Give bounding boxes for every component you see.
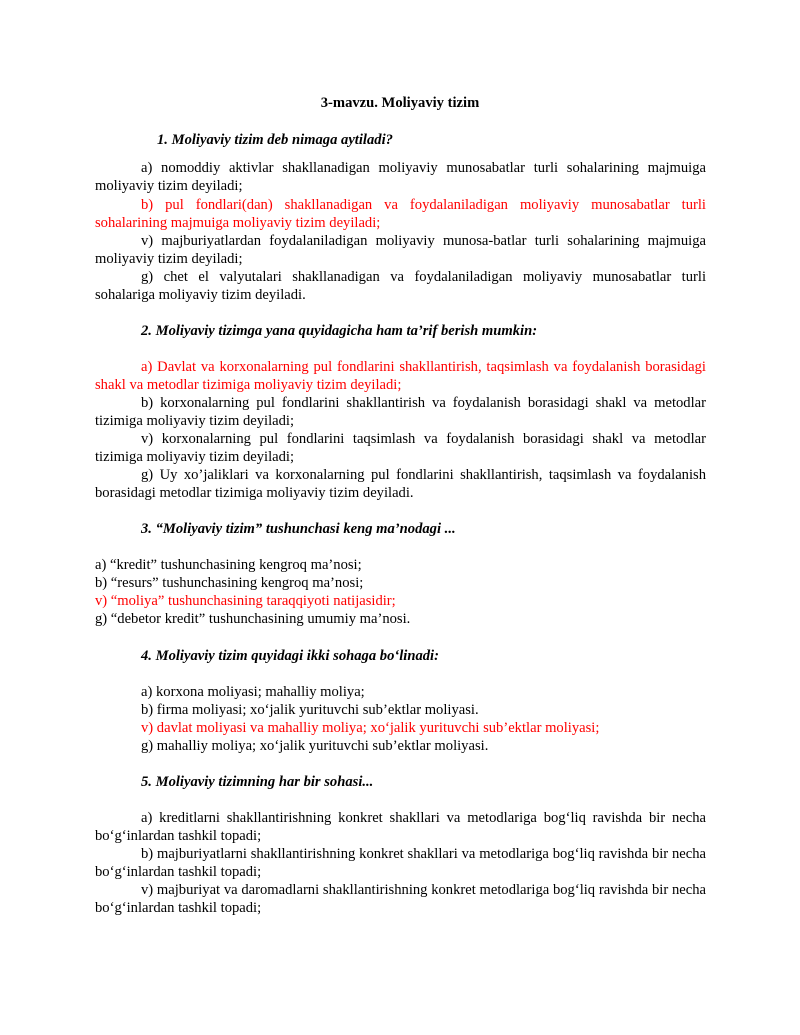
- question-2-option-a: a) Davlat va korxonalarning pul fondlarini shakllantirish, taqsimlash va foydalanish borasidagi shakl va metodlar tizimiga moliyaviy tizim deyiladi;: [95, 359, 706, 394]
- question-3-heading: 3. “Moliyaviy tizim” tushunchasi keng ma’nodagi ...: [141, 521, 456, 537]
- question-2-heading: 2. Moliyaviy tizimga yana quyidagicha ham ta’rif berish mumkin:: [141, 323, 538, 339]
- question-5-heading: 5. Moliyaviy tizimning har bir sohasi...: [141, 774, 374, 790]
- question-3-option-b: b) “resurs” tushunchasining kengroq ma’nosi;: [95, 575, 364, 591]
- question-4-option-v: v) davlat moliyasi va mahalliy moliya; xo‘jalik yurituvchi sub’ektlar moliyasi;: [141, 720, 600, 736]
- question-1-option-g: g) chet el valyutalari shakllanadigan va foydalaniladigan moliyaviy munosabatlar turli sohalariga moliyaviy tizim deyiladi.: [95, 269, 706, 304]
- question-5-option-v: v) majburiyat va daromadlarni shakllantirishning konkret metodlariga bog‘liq ravishda bir necha bo‘g‘inlardan tashkil topadi;: [95, 882, 706, 917]
- question-4-heading: 4. Moliyaviy tizim quyidagi ikki sohaga bo‘linadi:: [141, 648, 439, 664]
- question-1-option-b: b) pul fondlari(dan) shakllanadigan va foydalaniladigan moliyaviy munosabatlar turli sohalarining majmuiga moliyaviy tizim deyiladi;: [95, 197, 706, 232]
- question-1-option-v: v) majburiyatlardan foydalaniladigan moliyaviy munosa-batlar turli sohalarining majmuiga moliyaviy tizim deyiladi;: [95, 233, 706, 268]
- question-4-option-g: g) mahalliy moliya; xo‘jalik yurituvchi sub’ektlar moliyasi.: [141, 738, 489, 754]
- question-3-option-v: v) “moliya” tushunchasining taraqqiyoti natijasidir;: [95, 593, 396, 609]
- question-1-heading: 1. Moliyaviy tizim deb nimaga aytiladi?: [157, 132, 393, 148]
- question-2-option-g: g) Uy xo’jaliklari va korxonalarning pul fondlarini shakllantirish, taqsimlash va foydalanish borasidagi metodlar tizimiga moliyaviy tizim deyiladi.: [95, 467, 706, 502]
- question-3-option-a: a) “kredit” tushunchasining kengroq ma’nosi;: [95, 557, 362, 573]
- document-title: 3-mavzu. Moliyaviy tizim: [320, 95, 480, 111]
- question-3-option-g: g) “debetor kredit” tushunchasining umumiy ma’nosi.: [95, 611, 411, 627]
- question-5-option-b: b) majburiyatlarni shakllantirishning konkret shakllari va metodlariga bog‘liq ravishda bir necha bo‘g‘inlardan tashkil topadi;: [95, 846, 706, 881]
- question-2-option-b: b) korxonalarning pul fondlarini shakllantirish va foydalanish borasidagi shakl va metodlar tizimiga moliyaviy tizim deyiladi;: [95, 395, 706, 430]
- question-2-option-v: v) korxonalarning pul fondlarini taqsimlash va foydalanish borasidagi shakl va metodlar tizimiga moliyaviy tizim deyiladi;: [95, 431, 706, 466]
- question-1-option-a: a) nomoddiy aktivlar shakllanadigan moliyaviy munosabatlar turli sohalarining majmuiga moliyaviy tizim deyiladi;: [95, 160, 706, 195]
- question-4-option-a: a) korxona moliyasi; mahalliy moliya;: [141, 684, 365, 700]
- question-5-option-a: a) kreditlarni shakllantirishning konkret shakllari va metodlariga bog‘liq ravishda bir necha bo‘g‘inlardan tashkil topadi;: [95, 810, 706, 845]
- question-4-option-b: b) firma moliyasi; xo‘jalik yurituvchi sub’ektlar moliyasi.: [141, 702, 479, 718]
